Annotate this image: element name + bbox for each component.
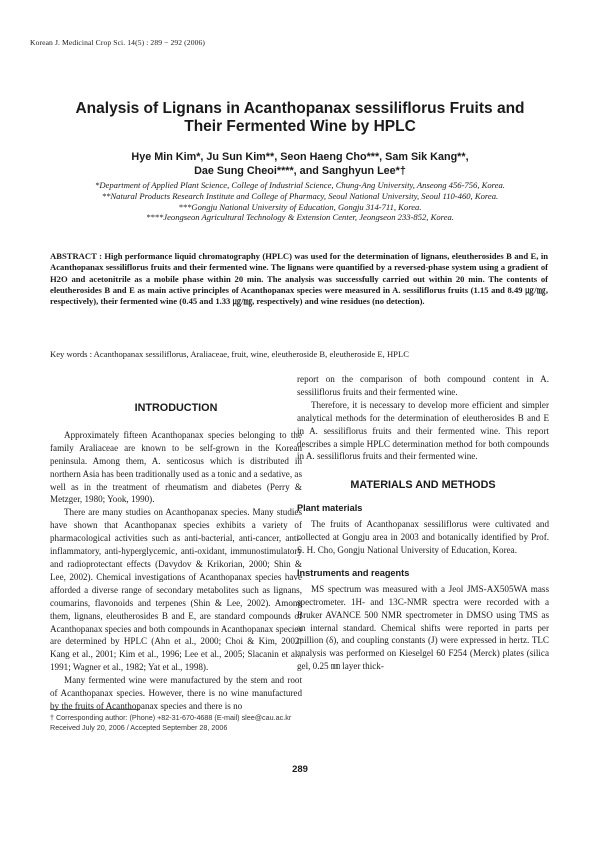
title-line-2: Their Fermented Wine by HPLC <box>184 118 416 135</box>
instruments-heading: Instruments and reagents <box>297 567 410 578</box>
corresponding-author: † Corresponding author: (Phone) +82-31-670-4688 (E-mail) slee@cau.ac.kr <box>50 713 292 722</box>
intro-paragraph-4: Therefore, it is necessary to develop more efficient and simpler analytical methods for the determination of eleutherosides B and E in A. sessiliflorus fruits and their fermented wine. This report describes a simple HPLC determination method for both compounds in A. sessiliflorus fruits and their fermented wine. <box>297 399 549 462</box>
keywords: Key words : Acanthopanax sessiliflorus, Araliaceae, fruit, wine, eleutheroside B, eleutheroside E, HPLC <box>50 349 409 359</box>
left-column <box>50 402 302 713</box>
received-accepted-dates: Received July 20, 2006 / Accepted September 28, 2006 <box>50 723 228 732</box>
affiliations <box>40 180 560 223</box>
instruments-text: MS spectrum was measured with a Jeol JMS-AX505WA mass spectrometer. 1H- and 13C-NMR spectra were recorded with a Bruker AVANCE 500 NMR spectrometer in DMSO using TMS as an internal standard. Chemical shifts were reported in parts per million (δ), and coupling constants (J) were expressed in hertz. TLC analysis was performed on Kieselgel 60 F254 (Merck) plates (silica gel, 0.25 ㎜ layer thick- <box>297 583 549 672</box>
plant-materials-text: The fruits of Acanthopanax sessiliflorus were cultivated and collected at Gongju area in 2003 and botanically identified by Prof. S. H. Cho, Gongju National University of Education, Korea. <box>297 519 549 555</box>
methods-heading: MATERIALS AND METHODS <box>350 479 496 492</box>
intro-paragraph-2: There are many studies on Acanthopanax species. Many studies have shown that Acanthopanax species exhibits a variety of pharmacological activities such as anti-bacterial, anti-cancer, anti-inflammatory, anti-hyperglycemic, anti-oxidant, immunostimulatory and radioprotectant effects (Davydov & Krikorian, 2000; Shin & Lee, 2002). Chemical investigations of Acanthopanax species have afforded a diverse range of secondary metabolites such as lignans, coumarins, flavonoids and terpenes (Shin & Lee, 2002). Among them, lignans, eleutherosides B and E, are standard compounds of Acanthopanax species and both compounds in Acanthopanax species are determined by HPLC (Ahn et al., 2000; Choi & Kim, 2002; Kang et al., 2001; Kim et al., 1996; Lee et al., 2005; Slacanin et al., 1991; Wagner et al., 1982; Yat et al., 1998). <box>50 507 302 673</box>
title-line-1: Analysis of Lignans in Acanthopanax sessiliflorus Fruits and <box>75 100 525 117</box>
affiliation-3: ***Gongju National University of Education, Gongju 314-711, Korea. <box>178 201 422 212</box>
journal-citation: Korean J. Medicinal Crop Sci. 14(5) : 289 − 292 (2006) <box>30 38 206 47</box>
intro-continued-paragraph: report on the comparison of both compound content in A. sessiliflorus fruits and their fermented wine. <box>297 374 549 397</box>
footnote-divider <box>50 709 140 710</box>
affiliation-4: ****Jeongseon Agricultural Technology & Extension Center, Jeongseon 233-852, Korea. <box>146 212 454 223</box>
author-line-1: Hye Min Kim*, Ju Sun Kim**, Seon Haeng Cho***, Sam Sik Kang**, <box>131 151 469 163</box>
footnote <box>50 713 291 733</box>
intro-paragraph-1: Approximately fifteen Acanthopanax species belonging to the family Araliaceae are known to be self-grown in the Korean peninsula. Among them, A. senticosus which is distributed in northern Asia has been traditionally used as a tonic and a sedative, as well as in the treatment of rheumatism and diabetes (Perry & Metzger, 1980; Yook, 1990). <box>50 429 302 505</box>
author-list <box>60 150 540 178</box>
intro-paragraph-3: Many fermented wine were manufactured by the stem and root of Acanthopanax species. However, there is no wine manufactured by the fruits of Acanthopanax species and there is no <box>50 675 302 711</box>
plant-materials-heading: Plant materials <box>297 503 363 514</box>
affiliation-2: **Natural Products Research Institute and College of Pharmacy, Seoul National University, Seoul 110-460, Korea. <box>101 190 499 201</box>
page-number: 289 <box>292 764 308 775</box>
author-line-2: Dae Sung Cheoi****, and Sanghyun Lee*† <box>194 165 406 177</box>
introduction-heading: INTRODUCTION <box>134 402 218 414</box>
right-column <box>297 373 549 673</box>
paper-title <box>40 100 560 136</box>
affiliation-1: *Department of Applied Plant Science, College of Industrial Science, Chung-Ang University, Anseong 456-756, Korea. <box>95 180 505 190</box>
abstract: ABSTRACT : High performance liquid chromatography (HPLC) was used for the determination of lignans, eleutherosides B and E, in Acanthopanax sessiliflorus fruits and their fermented wine. The lignans were quantified by a reversed-phase system using a gradient of H2O and acetonitrile as a mobile phase within 20 min. The analysis was successfully carried out within 20 min. The contents of eleutherosides B and E as main active principles of Acanthopanax species were measured in A. sessiliflorus fruits (1.15 and 8.49 ㎍/㎎, respectively), their fermented wine (0.45 and 1.33 ㎍/㎎, respectively) and wine residues (no detection). <box>50 251 548 307</box>
